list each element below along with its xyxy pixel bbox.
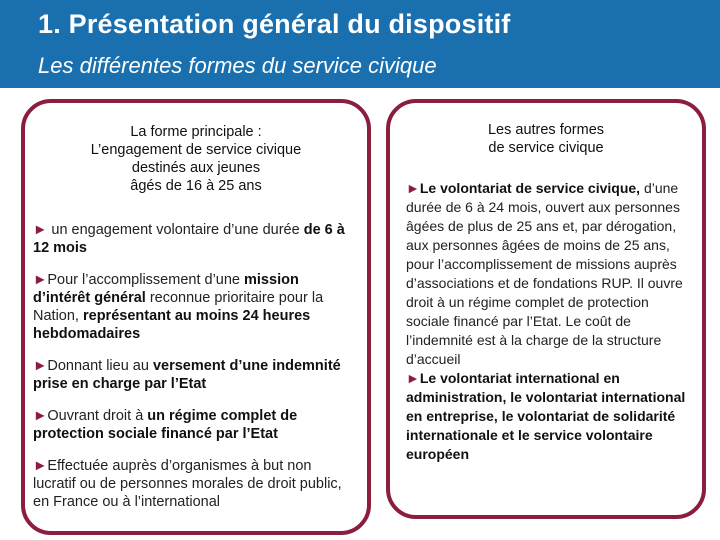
heading-line: destinés aux jeunes bbox=[131, 160, 261, 176]
heading-line: La forme principale : bbox=[130, 124, 262, 140]
main-form-bullets bbox=[33, 221, 353, 525]
bullet-bold-text: de 6 à 12 mois bbox=[33, 222, 345, 256]
bullet-bold-text: mission d’intérêt général bbox=[33, 272, 299, 306]
bullet-text: un engagement volontaire d’une durée bbox=[47, 222, 304, 238]
bullet-bold-text: versement d’une indemnité prise en charge par l’Etat bbox=[33, 358, 341, 392]
heading-line: âgés de 16 à 25 ans bbox=[130, 178, 262, 194]
other-forms-body bbox=[406, 179, 692, 464]
arrow-bullet-icon: ► bbox=[33, 222, 48, 238]
bullet-text: Pour l’accomplissement d’une bbox=[47, 272, 245, 288]
page-title: 1. Présentation général du dispositif bbox=[38, 9, 511, 39]
heading-line: L’engagement de service civique bbox=[90, 142, 302, 158]
arrow-bullet-icon: ► bbox=[406, 180, 420, 196]
heading-line: de service civique bbox=[488, 140, 604, 156]
arrow-bullet-icon: ► bbox=[33, 358, 48, 374]
header-banner bbox=[0, 0, 720, 88]
bullet-protection bbox=[33, 407, 353, 443]
bullet-text: Ouvrant droit à bbox=[47, 408, 148, 424]
bullet-text: reconnue prioritaire pour la Nation, bbox=[33, 290, 324, 324]
page-subtitle: Les différentes formes du service civique bbox=[38, 53, 437, 78]
main-form-panel bbox=[21, 99, 371, 535]
other-forms-heading bbox=[400, 121, 692, 157]
arrow-bullet-icon: ► bbox=[33, 272, 48, 288]
bullet-organisms bbox=[33, 457, 353, 511]
arrow-bullet-icon: ► bbox=[33, 458, 48, 474]
arrow-bullet-icon: ► bbox=[406, 370, 420, 386]
bullet-mission bbox=[33, 271, 353, 343]
bullet-text: Donnant lieu au bbox=[47, 358, 153, 374]
heading-line: Les autres formes bbox=[487, 122, 605, 138]
bullet-bold-text: un régime complet de protection sociale financé par l’Etat bbox=[33, 408, 298, 442]
bullet-text: Effectuée auprès d’organismes à but non lucratif ou de personnes morales de droit public, en France ou à l’international bbox=[33, 458, 342, 510]
bullet-bold-text: représentant au moins 24 heures hebdomadaires bbox=[33, 308, 311, 342]
volontariat-service-civique-title: Le volontariat de service civique, bbox=[419, 180, 641, 196]
bullet-duration bbox=[33, 221, 353, 257]
bullet-indemnity bbox=[33, 357, 353, 393]
volontariat-service-civique-text: d’une durée de 6 à 24 mois, ouvert aux personnes âgées de plus de 25 ans et, par dérogation, aux personnes âgées de moins de 25 ans, pour l’accomplissement de missions auprès d’associations et de fondations RUP. Il ouvre droit à un régime complet de protection sociale financé par l’Etat. Le coût de l’indemnité est à la charge de la structure d’accueil bbox=[406, 180, 683, 367]
other-forms-panel bbox=[386, 99, 706, 519]
arrow-bullet-icon: ► bbox=[33, 408, 48, 424]
main-form-heading bbox=[35, 123, 357, 195]
volontariat-international-text: Le volontariat international en administration, le volontariat international en entreprise, le volontariat de solidarité internationale et le service volontaire européen bbox=[406, 370, 686, 462]
